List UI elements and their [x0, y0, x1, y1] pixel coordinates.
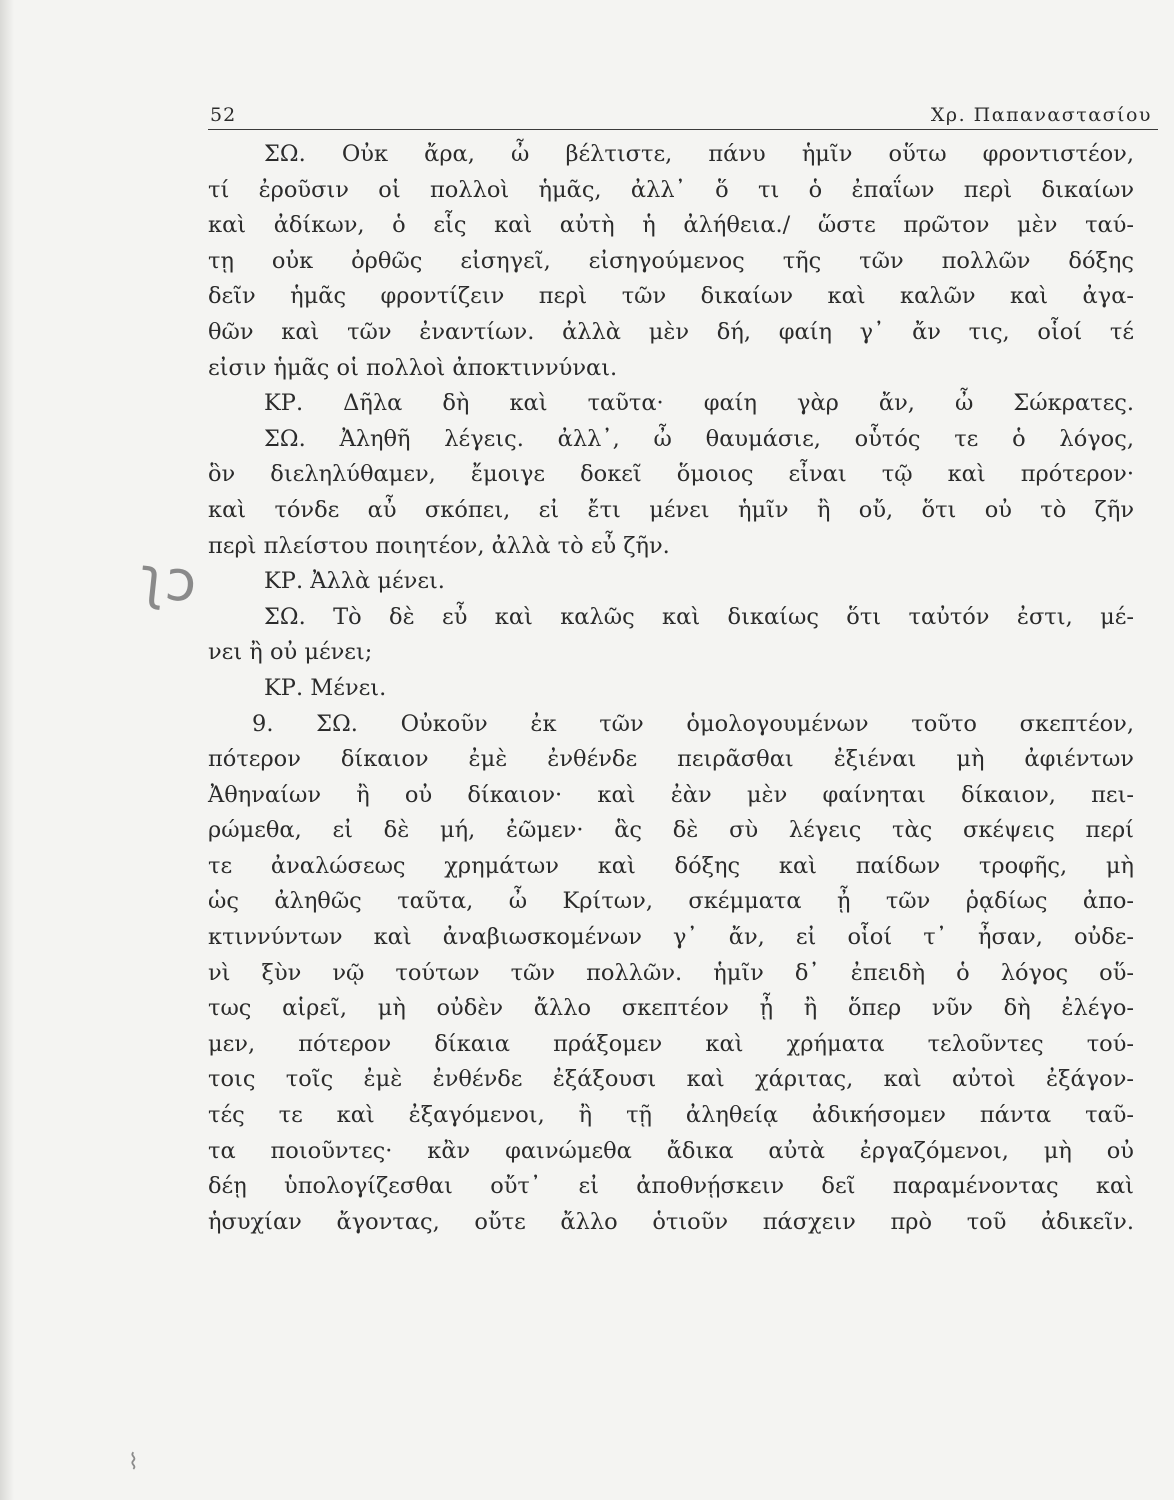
- text-line: δέῃ ὑπολογίζεσθαι οὔτ᾽ εἰ ἀποθνῄσκειν δεῖ παραμένοντας καὶ: [208, 1173, 1134, 1200]
- handwritten-margin-mark: ʅↄ: [136, 545, 200, 616]
- text-line: θῶν καὶ τῶν ἐναντίων. ἀλλὰ μὲν δή, φαίη γ᾽ ἄν τις, οἷοί τέ: [208, 318, 1134, 345]
- header-rule: [208, 129, 1158, 130]
- text-line: τα ποιοῦντες· κἂν φαινώμεθα ἄδικα αὐτὰ ἐργαζόμενοι, μὴ οὐ: [208, 1137, 1134, 1164]
- body-text: [208, 137, 1134, 1240]
- text-line: ΣΩ. Ἀληθῆ λέγεις. ἀλλ᾽, ὦ θαυμάσιε, οὗτός τε ὁ λόγος,: [264, 425, 1134, 452]
- text-line: τές τε καὶ ἐξαγόμενοι, ἢ τῇ ἀληθείᾳ ἀδικήσομεν πάντα ταῦ-: [208, 1102, 1134, 1129]
- text-line: 9. ΣΩ. Οὐκοῦν ἐκ τῶν ὁμολογουμένων τοῦτο σκεπτέον,: [252, 710, 1134, 737]
- text-line: ΣΩ. Οὐκ ἄρα, ὦ βέλτιστε, πάνυ ἡμῖν οὕτω φροντιστέον,: [264, 141, 1134, 167]
- page-header: [208, 100, 1168, 134]
- text-line: ΣΩ. Τὸ δὲ εὖ καὶ καλῶς καὶ δικαίως ὅτι ταὐτόν ἐστι, μέ-: [264, 603, 1134, 630]
- text-line: νὶ ξὺν νῷ τούτων τῶν πολλῶν. ἡμῖν δ᾽ ἐπειδὴ ὁ λόγος οὕ-: [208, 959, 1134, 986]
- text-line: νει ἢ οὐ μένει;: [208, 639, 373, 666]
- running-head: Χρ. Παπαναστασίου: [930, 104, 1152, 126]
- text-line: τί ἐροῦσιν οἱ πολλοὶ ἡμᾶς, ἀλλ᾽ ὅ τι ὁ ἐπαΐων περὶ δικαίων: [208, 176, 1134, 203]
- text-line: ὡς ἀληθῶς ταῦτα, ὦ Κρίτων, σκέμματα ᾖ τῶν ῥᾳδίως ἀπο-: [208, 888, 1134, 915]
- text-line: ρώμεθα, εἰ δὲ μή, ἐῶμεν· ἃς δὲ σὺ λέγεις τὰς σκέψεις περί: [208, 817, 1134, 844]
- text-line: καὶ τόνδε αὖ σκόπει, εἰ ἔτι μένει ἡμῖν ἢ οὔ, ὅτι οὐ τὸ ζῆν: [208, 496, 1134, 523]
- text-line: εἰσιν ἡμᾶς οἱ πολλοὶ ἀποκτιννύναι.: [208, 354, 618, 381]
- page-number: 52: [210, 104, 237, 126]
- text-line: τως αἱρεῖ, μὴ οὐδὲν ἄλλο σκεπτέον ᾖ ἢ ὅπερ νῦν δὴ ἐλέγο-: [208, 995, 1134, 1022]
- text-line: ἡσυχίαν ἄγοντας, οὔτε ἄλλο ὁτιοῦν πάσχειν πρὸ τοῦ ἀδικεῖν.: [208, 1208, 1134, 1235]
- text-line: Ἀθηναίων ἢ οὐ δίκαιον· καὶ ἐὰν μὲν φαίνηται δίκαιον, πει-: [208, 781, 1134, 808]
- text-line: τοις τοῖς ἐμὲ ἐνθένδε ἐξάξουσι καὶ χάριτας, καὶ αὐτοὶ ἐξάγον-: [208, 1066, 1134, 1093]
- text-line: πότερον δίκαιον ἐμὲ ἐνθένδε πειρᾶσθαι ἐξιέναι μὴ ἀφιέντων: [208, 746, 1134, 773]
- text-line: δεῖν ἡμᾶς φροντίζειν περὶ τῶν δικαίων καὶ καλῶν καὶ ἀγα-: [208, 283, 1134, 310]
- page-edge-shadow: [0, 0, 14, 1500]
- text-line: μεν, πότερον δίκαια πράξομεν καὶ χρήματα τελοῦντες τού-: [208, 1030, 1134, 1057]
- text-line: ΚΡ. Μένει.: [264, 674, 387, 701]
- text-line: ὃν διεληλύθαμεν, ἔμοιγε δοκεῖ ὅμοιος εἶναι τῷ καὶ πρότερον·: [208, 461, 1134, 488]
- text-line: περὶ πλείστου ποιητέον, ἀλλὰ τὸ εὖ ζῆν.: [208, 532, 670, 559]
- text-line: καὶ ἀδίκων, ὁ εἷς καὶ αὐτὴ ἡ ἀλήθεια./ ὥστε πρῶτον μὲν ταύ-: [208, 212, 1134, 239]
- text-line: κτιννύντων καὶ ἀναβιωσκομένων γ᾽ ἄν, εἰ οἷοί τ᾽ ἦσαν, οὐδε-: [208, 924, 1134, 951]
- text-line: ΚΡ. Δῆλα δὴ καὶ ταῦτα· φαίη γὰρ ἄν, ὦ Σώκρατες.: [264, 390, 1134, 417]
- text-line: τῃ οὐκ ὀρθῶς εἰσηγεῖ, εἰσηγούμενος τῆς τῶν πολλῶν δόξης: [208, 247, 1134, 274]
- text-line: τε ἀναλώσεως χρημάτων καὶ δόξης καὶ παίδων τροφῆς, μὴ: [208, 852, 1134, 879]
- handwritten-corner-mark: ⌇: [128, 1450, 139, 1475]
- text-line: ΚΡ. Ἀλλὰ μένει.: [264, 568, 445, 595]
